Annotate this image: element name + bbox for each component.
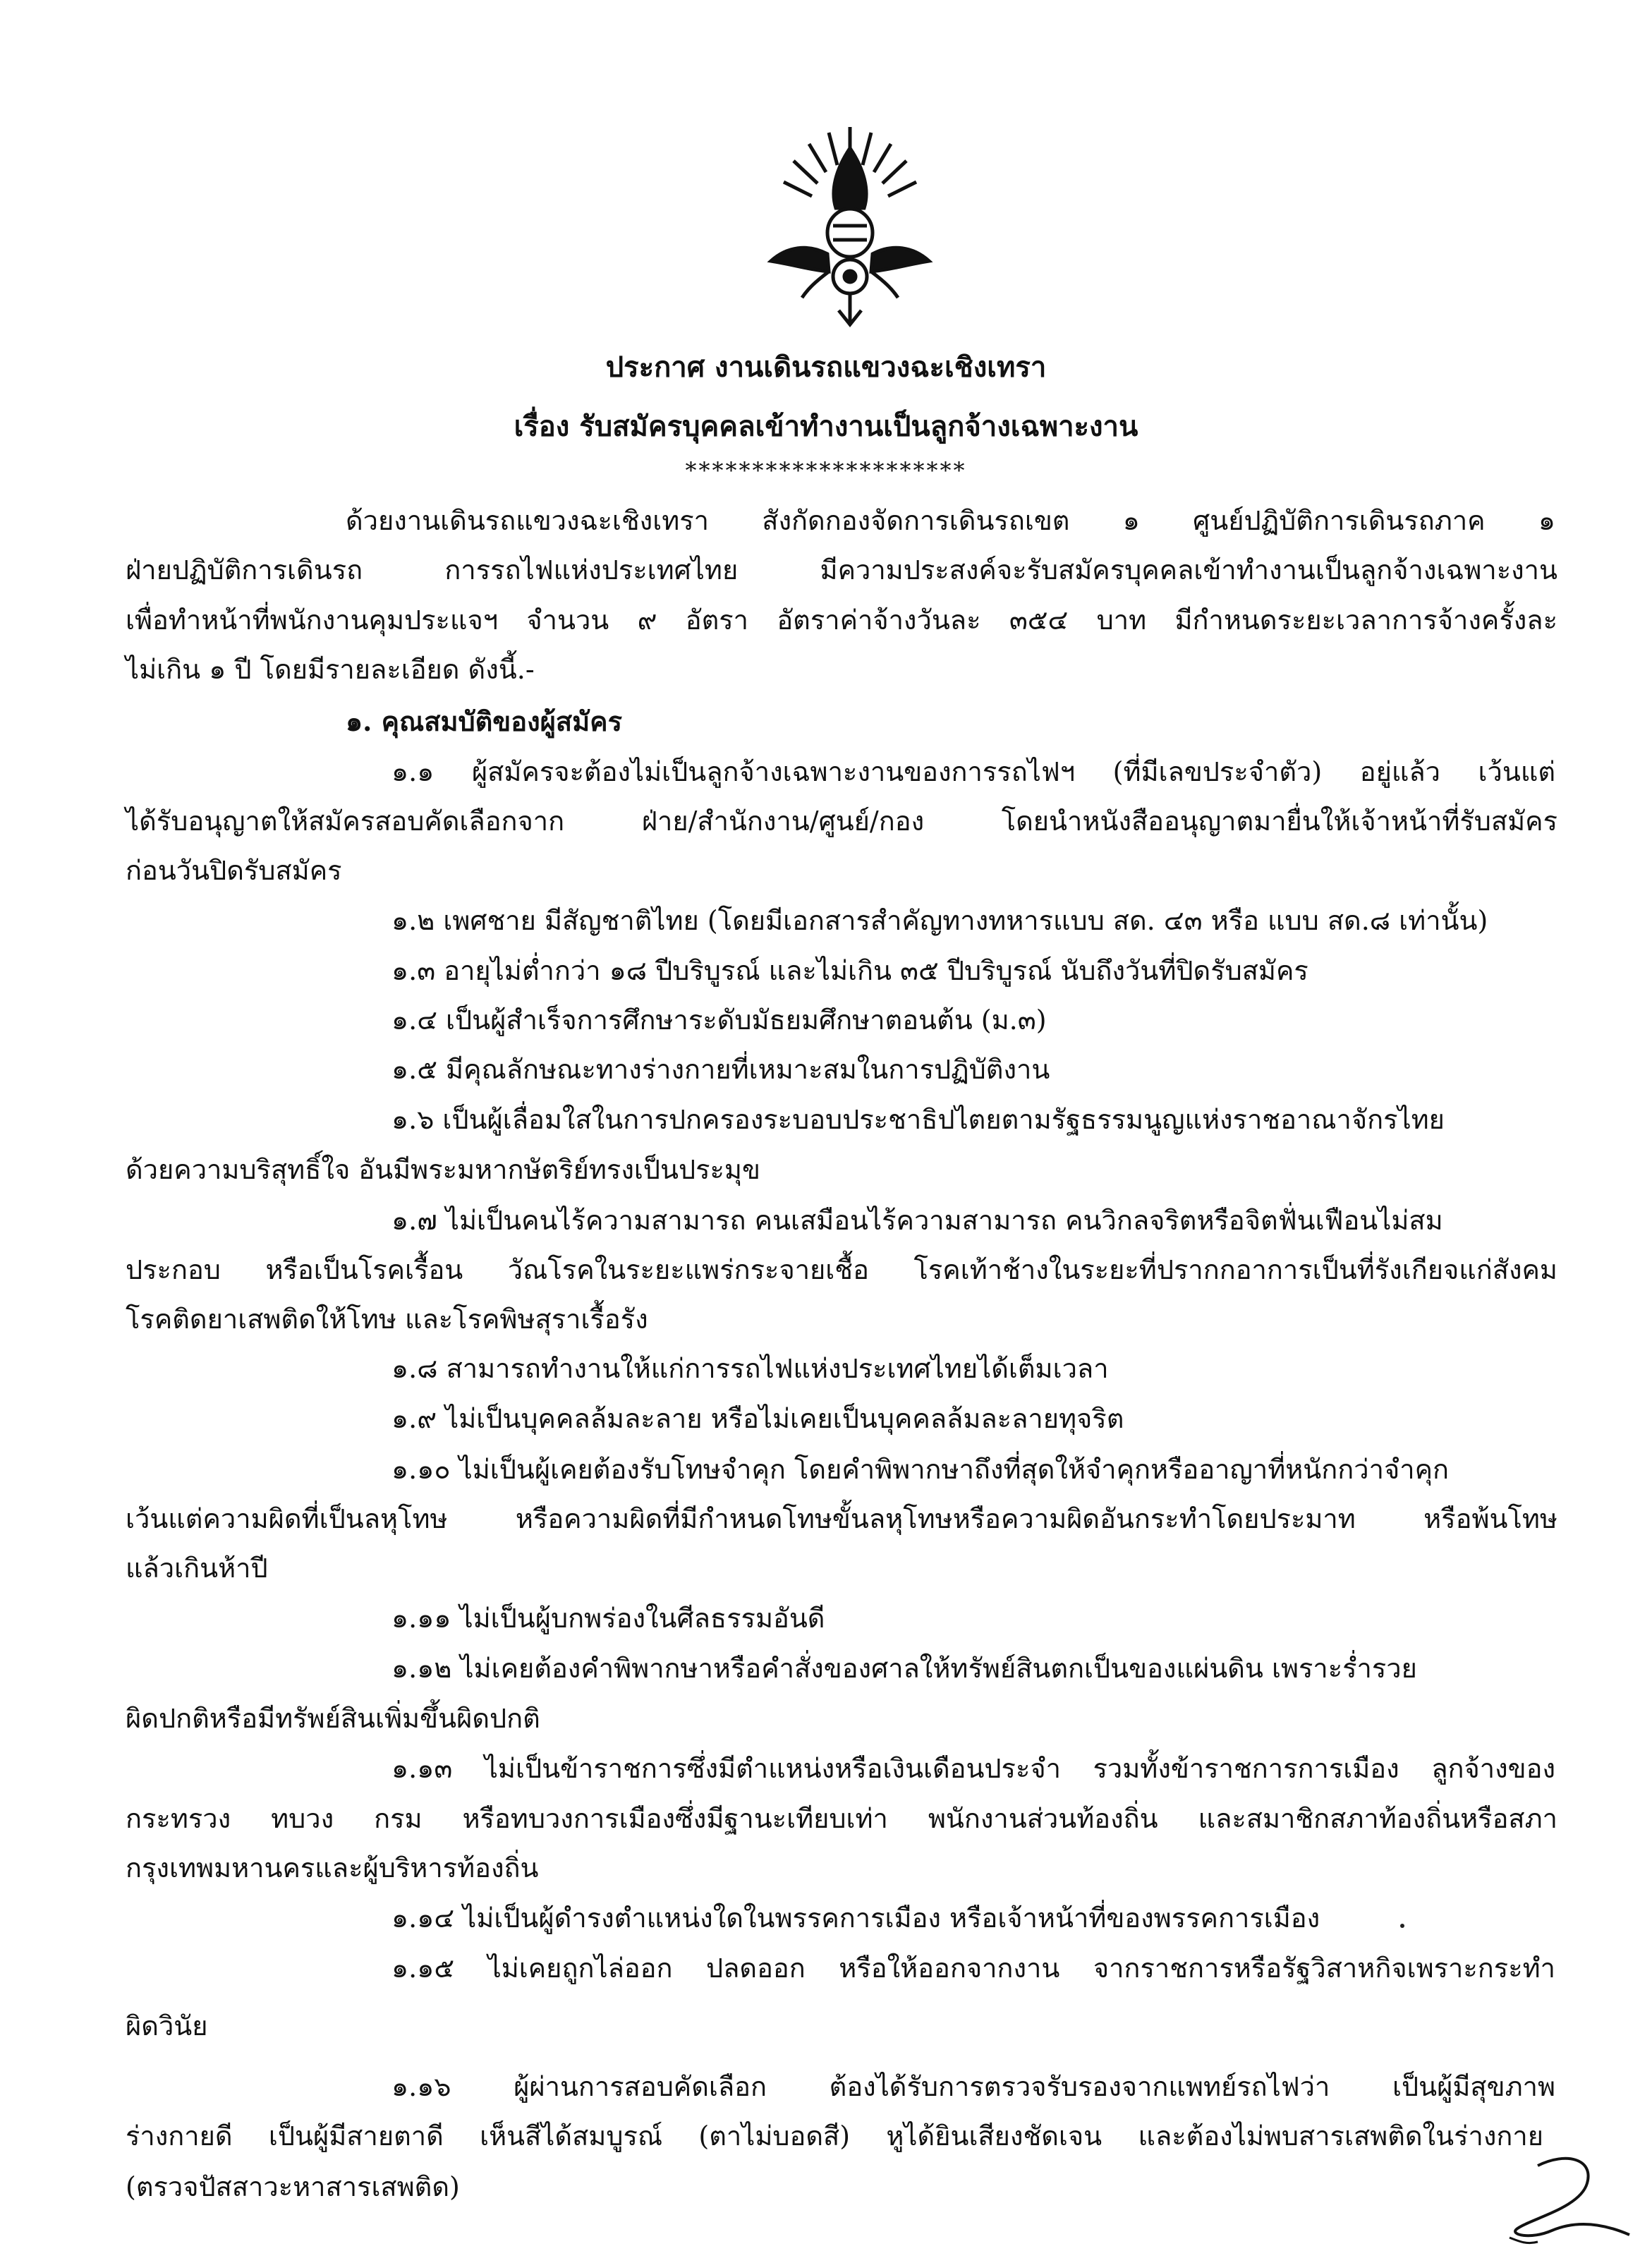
intro-line-1: ด้วยงานเดินรถแขวงฉะเชิงเทรา สังกัดกองจัดการเดินรถเขต ๑ ศูนย์ปฏิบัติการเดินรถภาค ๑ (346, 505, 1555, 536)
item-1-2: ๑.๒ เพศชาย มีสัญชาติไทย (โดยมีเอกสารสำคัญทางทหารแบบ สด. ๔๓ หรือ แบบ สด.๘ เท่านั้น) (391, 905, 1488, 936)
item-1-16-line-3: (ตรวจปัสสาวะหาสารเสพติด) (126, 2171, 460, 2202)
state-railway-emblem-icon (765, 120, 935, 332)
item-1-6-line-1: ๑.๖ เป็นผู้เลื่อมใสในการปกครองระบอบประชาธิปไตยตามรัฐธรรมนูญแห่งราชอาณาจักรไทย (391, 1104, 1445, 1135)
item-1-13-line-3: กรุงเทพมหานครและผู้บริหารท้องถิ่น (126, 1852, 539, 1883)
item-1-11: ๑.๑๑ ไม่เป็นผู้บกพร่องในศีลธรรมอันดี (391, 1603, 825, 1634)
item-1-5: ๑.๕ มีคุณลักษณะทางร่างกายที่เหมาะสมในการปฏิบัติงาน (391, 1054, 1050, 1085)
item-1-10-line-3: แล้วเกินห้าปี (126, 1553, 268, 1584)
intro-line-2: ฝ่ายปฏิบัติการเดินรถ การรถไฟแห่งประเทศไทย มีความประสงค์จะรับสมัครบุคคลเข้าทำงานเป็นลูกจ้างเฉพาะงาน (126, 554, 1557, 586)
intro-line-3: เพื่อทำหน้าที่พนักงานคุมประแจฯ จำนวน ๙ อัตรา อัตราค่าจ้างวันละ ๓๕๔ บาท มีกำหนดระยะเวลาการจ้างครั้งละ (126, 605, 1558, 636)
item-1-4: ๑.๔ เป็นผู้สำเร็จการศึกษาระดับมัธยมศึกษาตอนต้น (ม.๓) (391, 1005, 1047, 1036)
item-1-3: ๑.๓ อายุไม่ต่ำกว่า ๑๘ ปีบริบูรณ์ และไม่เกิน ๓๕ ปีบริบูรณ์ นับถึงวันที่ปิดรับสมัคร (391, 955, 1308, 986)
intro-line-4: ไม่เกิน ๑ ปี โดยมีรายละเอียด ดังนี้.- (126, 654, 535, 685)
item-1-13-line-1: ๑.๑๓ ไม่เป็นข้าราชการซึ่งมีตำแหน่งหรือเงินเดือนประจำ รวมทั้งข้าราชการการเมือง ลูกจ้างของ (391, 1753, 1555, 1784)
stray-dot (1400, 1924, 1404, 1928)
signature-mark (1488, 2152, 1636, 2254)
item-1-7-line-2: ประกอบ หรือเป็นโรคเรื้อน วัณโรคในระยะแพร่กระจายเชื้อ โรคเท้าช้างในระยะที่ปรากกอาการเป็นที่รังเกียจแก่สังคม (126, 1254, 1557, 1285)
item-1-12-line-1: ๑.๑๒ ไม่เคยต้องคำพิพากษาหรือคำสั่งของศาลให้ทรัพย์สินตกเป็นของแผ่นดิน เพราะร่ำรวย (391, 1653, 1417, 1684)
item-1-14: ๑.๑๔ ไม่เป็นผู้ดำรงตำแหน่งใดในพรรคการเมือง หรือเจ้าหน้าที่ของพรรคการเมือง (391, 1903, 1320, 1934)
item-1-12-line-2: ผิดปกติหรือมีทรัพย์สินเพิ่มขึ้นผิดปกติ (126, 1703, 540, 1734)
item-1-16-line-1: ๑.๑๖ ผู้ผ่านการสอบคัดเลือก ต้องได้รับการตรวจรับรองจากแพทย์รถไฟว่า เป็นผู้มีสุขภาพ (391, 2071, 1555, 2102)
section-1-heading: ๑. คุณสมบัติของผู้สมัคร (346, 705, 622, 737)
separator-stars: ********************* (685, 457, 967, 484)
item-1-10-line-2: เว้นแต่ความผิดที่เป็นลหุโทษ หรือความผิดที่มีกำหนดโทษขั้นลหุโทษหรือความผิดอันกระทำโดยประมาท หรือพ้นโทษ (126, 1503, 1557, 1534)
item-1-9: ๑.๙ ไม่เป็นบุคคลล้มละลาย หรือไม่เคยเป็นบุคคลล้มละลายทุจริต (391, 1403, 1124, 1434)
item-1-6-line-2: ด้วยความบริสุทธิ์ใจ อันมีพระมหากษัตริย์ทรงเป็นประมุข (126, 1154, 760, 1185)
item-1-15-line-2: ผิดวินัย (126, 2010, 208, 2041)
item-1-13-line-2: กระทรวง ทบวง กรม หรือทบวงการเมืองซึ่งมีฐานะเทียบเท่า พนักงานส่วนท้องถิ่น และสมาชิกสภาท้องถิ่นหรือสภา (126, 1803, 1557, 1834)
item-1-10-line-1: ๑.๑๐ ไม่เป็นผู้เคยต้องรับโทษจำคุก โดยคำพิพากษาถึงที่สุดให้จำคุกหรืออาญาที่หนักกว่าจำคุก (391, 1454, 1449, 1485)
item-1-16-line-2: ร่างกายดี เป็นผู้มีสายตาดี เห็นสีได้สมบูรณ์ (ตาไม่บอดสี) หูได้ยินเสียงชัดเจน และต้องไม่พบสารเสพติดในร่างกาย (126, 2121, 1543, 2152)
item-1-7-line-3: โรคติดยาเสพติดให้โทษ และโรคพิษสุราเรื้อรัง (126, 1304, 648, 1335)
item-1-1-line-2: ได้รับอนุญาตให้สมัครสอบคัดเลือกจาก ฝ่าย/สำนักงาน/ศูนย์/กอง โดยนำหนังสืออนุญาตมายื่นให้เจ้าหน้าที่รับสมัคร (126, 806, 1557, 837)
item-1-1-line-1: ๑.๑ ผู้สมัครจะต้องไม่เป็นลูกจ้างเฉพาะงานของการรถไฟฯ (ที่มีเลขประจำตัว) อยู่แล้ว เว้นแต่ (391, 756, 1555, 787)
announcement-title: ประกาศ งานเดินรถแขวงฉะเชิงเทรา (605, 351, 1047, 384)
item-1-7-line-1: ๑.๗ ไม่เป็นคนไร้ความสามารถ คนเสมือนไร้ความสามารถ คนวิกลจริตหรือจิตฟั่นเฟือนไม่สม (391, 1205, 1443, 1236)
item-1-15-line-1: ๑.๑๕ ไม่เคยถูกไล่ออก ปลดออก หรือให้ออกจากงาน จากราชการหรือรัฐวิสาหกิจเพราะกระทำ (391, 1953, 1555, 1984)
item-1-1-line-3: ก่อนวันปิดรับสมัคร (126, 855, 342, 886)
item-1-8: ๑.๘ สามารถทำงานให้แก่การรถไฟแห่งประเทศไทยได้เต็มเวลา (391, 1353, 1109, 1384)
announcement-subject: เรื่อง รับสมัครบุคคลเข้าทำงานเป็นลูกจ้างเฉพาะงาน (514, 410, 1138, 443)
